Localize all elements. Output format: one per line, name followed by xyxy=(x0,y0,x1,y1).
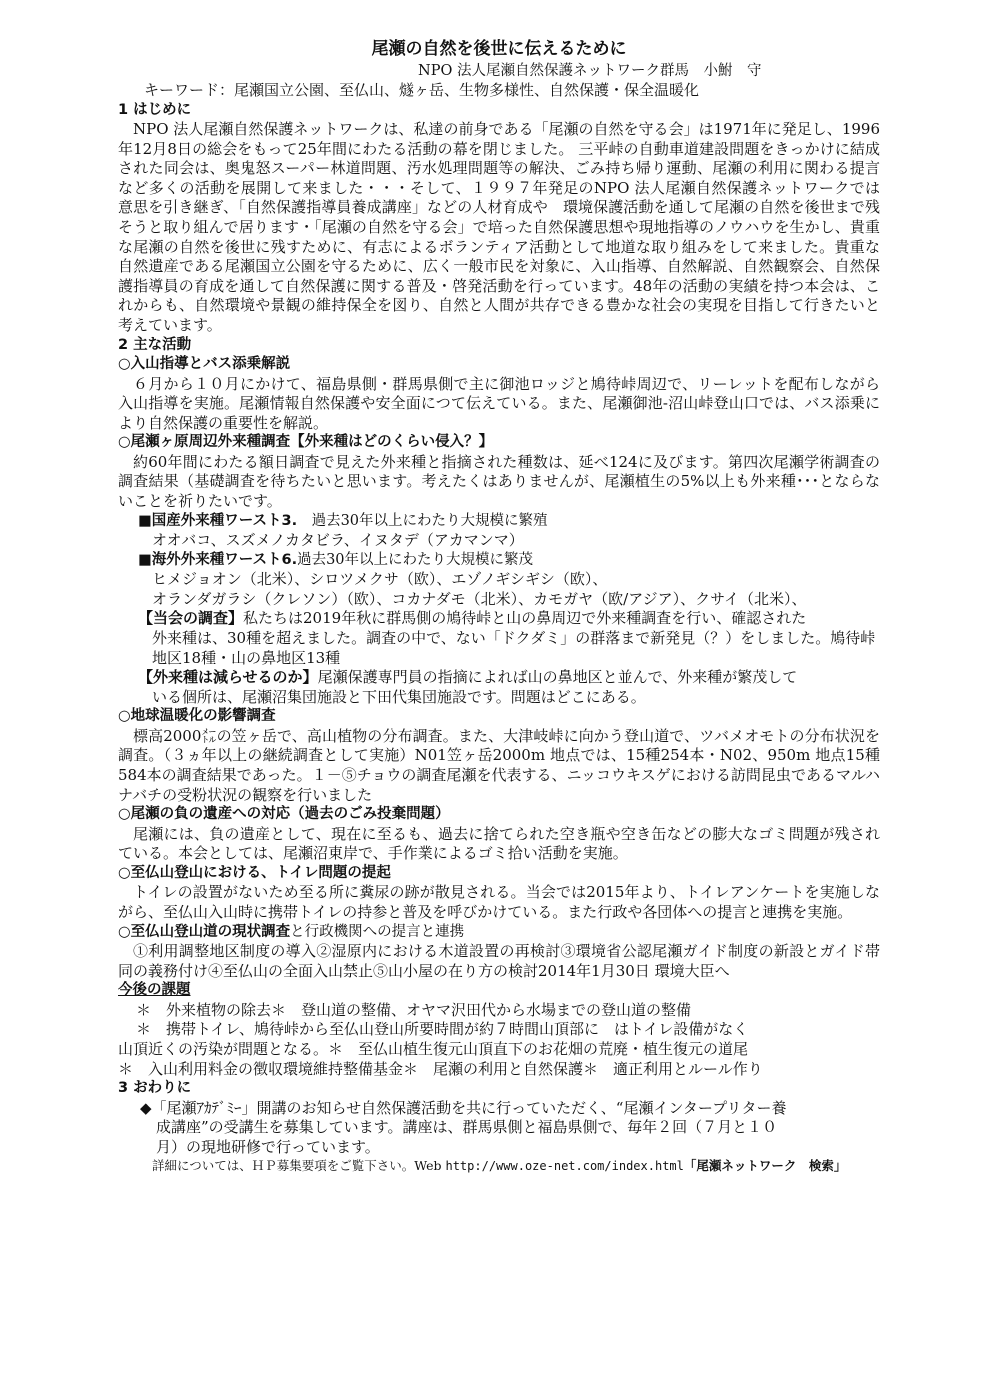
domestic-worst-note: 過去30年以上にわたり大規模に繁殖 xyxy=(297,512,548,529)
intro-paragraph: NPO 法人尾瀬自然保護ネットワークは、私達の前身である「尾瀬の自然を守る会」は1971年に発足し、1996年12月8日の総会をもって25年間にわたる活動の幕を閉じました。 三平峠の自動車道建設問題をきっかけに結成された同会は、奥鬼怒スーパー林道問題、汚水処理問題等の解決、ごみ持ち帰り運動、尾瀬の利用に関わる提言など多くの活動を展開して来ました・・・そして、１９９７年発足のNPO 法人尾瀬自然保護ネットワークでは 意思を引き継ぎ、「自然保護指導員養成講座」などの人材育成や 環境保護活動を通して尾瀬の自然を後世まで残そうと取り組んで居ります・「尾瀬の自然を守る会」で培った自然保護思想や現地指導のノウハウを生かし、貴重な尾瀬の自然を後世に残すために、有志によるボランティア活動として地道な取り組みをして来ました。貴重な自然遺産である尾瀬国立公園を守るために、広く一般市民を対象に、入山指導、自然解説、自然観察会、自然保護指導員の育成を通して自然保護に関する普及・啓発活動を行っています。48年の活動の実績を持つ本会は、これからも、自然環境や景観の維持保全を図り、自然と人間が共存できる豊かな社会の実現を目指して行きたいと考えています。 xyxy=(118,120,896,334)
reduce-alien-lead: 【外来種は減らせるのか】 xyxy=(138,668,318,687)
subheading-warming: ○地球温暖化の影響調査 xyxy=(118,708,276,725)
footer-url[interactable]: http://www.oze-net.com/index.html xyxy=(445,1159,684,1174)
domestic-worst-label: ■国産外来種ワースト3. xyxy=(138,512,298,529)
future-task-line-1: ＊ 外来植物の除去＊ 登山道の整備、オヤマ沢田代から水場までの登山道の整備 xyxy=(136,1000,692,1019)
footer-text: 詳細については、ＨＰ募集要項をご覧下さい。Web xyxy=(152,1158,442,1174)
reduce-alien-text: 尾瀬保護専門員の指摘によれば山の鼻地区と並んで、外来種が繁茂して xyxy=(317,668,798,687)
negative-legacy-paragraph: 尾瀬には、負の遺産として、現在に至るも、過去に捨てられた空き瓶や空き缶などの膨大なゴミ問題が残されている。本会としては、尾瀬沼東岸で、手作業によるゴミ拾い活動を実施。 xyxy=(118,824,880,863)
overseas-worst-note: 過去30年以上にわたり大規模に繁茂 xyxy=(297,551,534,568)
future-task-line-2: ＊ 携帯トイレ、鳩待峠から至仏山登山所要時間が約７時間山頂部に はトイレ設備がなく xyxy=(136,1020,749,1039)
toilet-issue-paragraph: トイレの設置がないため至る所に糞尿の跡が散見される。当会では2015年より、トイレアンケートを実施しながら、至仏山入山時に携帯トイレの持参と普及を呼びかけている。また行政や各団体への提言と連携を実施。 xyxy=(118,883,880,921)
subheading-future-tasks: 今後の課題 xyxy=(118,982,191,999)
overseas-worst-label: ■海外外来種ワースト6. xyxy=(138,551,298,568)
conclusion-line-1: ◆「尾瀬ｱｶﾃﾞﾐｰ」開講のお知らせ自然保護活動を共に行っていただく、“尾瀬インタープリター養 xyxy=(140,1098,787,1117)
document-title: 尾瀬の自然を後世に伝えるために xyxy=(371,39,627,59)
conclusion-line-2: 成講座”の受講生を募集しています。講座は、群馬県側と福島県側で、毎年２回（７月と１０ xyxy=(156,1118,778,1137)
our-survey-line xyxy=(118,609,880,629)
footer-note xyxy=(118,1157,880,1175)
overseas-worst-list-2: オランダガラシ（クレソン）（欧）、コカナダモ（北米）、カモガヤ（欧/アジア）、クサイ（北米）、 xyxy=(152,589,807,608)
warming-paragraph: 標高2000㍍の笠ヶ岳で、高山植物の分布調査。また、大津岐峠に向かう登山道で、ツバメオモトの分布状況を調査。（３ヵ年以上の継続調査として実施）N01笠ヶ岳2000m 地点では、15種254本・N02、950m 地点15種584本の調査結果であった。１－⑤チョウの調査尾瀬を代表する、ニッコウキスゲにおける訪問昆虫であるマルハナバチの受粉状況の観察を行いました xyxy=(118,726,880,804)
domestic-worst-heading xyxy=(118,512,880,532)
footer-search: 「尾瀬ネットワーク 検索」 xyxy=(683,1158,847,1174)
subheading-alien-species: ○尾瀬ヶ原周辺外来種調査【外来種はどのくらい侵入？】 xyxy=(118,434,494,451)
trail-survey-plain: と行政機関への提言と連携 xyxy=(290,923,465,940)
reduce-alien-line xyxy=(118,668,880,688)
section-heading-activities: 2 主な活動 xyxy=(118,336,192,353)
author-line: NPO 法人尾瀬自然保護ネットワーク群馬 小鮒 守 xyxy=(418,63,762,79)
alien-species-paragraph: 約60年間にわたる額日調査で見えた外来種と指摘された種数は、延べ124に及びます。第四次尾瀬学術調査の調査結果（基礎調査を待ちたいと思います。考えたくはありませんが、尾瀬植生の5%以上も外来種･･･とならないことを祈りたいです。 xyxy=(118,452,880,510)
subheading-negative-legacy: ○尾瀬の負の遺産への対応（過去のごみ投棄問題） xyxy=(118,806,450,823)
future-task-line-4: ＊ 入山利用料金の徴収環境維持整備基金＊ 尾瀬の利用と自然保護＊ 適正利用とルール作り xyxy=(118,1059,763,1078)
section-heading-intro: 1 はじめに xyxy=(118,101,192,118)
our-survey-lead: 【当会の調査】 xyxy=(138,609,244,628)
our-survey-text: 私たちは2019年秋に群馬側の鳩待峠と山の鼻周辺で外来種調査を行い、確認された xyxy=(243,609,807,628)
subheading-trail-survey xyxy=(118,923,880,943)
conclusion-line-3: 月）の現地研修で行っています。 xyxy=(156,1137,380,1156)
reduce-alien-continuation: いる個所は、尾瀬沼集団施設と下田代集団施設です。問題はどこにある。 xyxy=(152,687,646,706)
subheading-guidance: ○入山指導とバス添乗解説 xyxy=(118,356,291,373)
trail-survey-paragraph: ①利用調整地区制度の導入②湿原内における木道設置の再検討③環境省公認尾瀬ガイド制度の新設とガイド帯同の義務付け④至仏山の全面入山禁止⑤山小屋の在り方の検討2014年1月30日 環境大臣へ xyxy=(118,942,880,980)
trail-survey-bold: ○至仏山登山道の現状調査 xyxy=(118,923,291,940)
our-survey-continuation: 外来種は、30種を超えました。調査の中で、ない「ドクダミ」の群落まで新発見（？）をしました。鳩待峠地区18種・山の鼻地区13種 xyxy=(152,628,876,667)
future-task-line-3: 山頂近くの汚染が問題となる。＊ 至仏山植生復元山頂直下のお花畑の荒廃・植生復元の道尾 xyxy=(118,1039,749,1058)
section-heading-conclusion: 3 おわりに xyxy=(118,1080,192,1097)
keywords-line: キーワード：尾瀬国立公園、至仏山、燧ヶ岳、生物多様性、自然保護・保全温暖化 xyxy=(144,81,700,99)
overseas-worst-heading xyxy=(118,551,880,571)
domestic-worst-list: オオバコ、スズメノカタビラ、イヌタデ（アカマンマ） xyxy=(152,531,524,550)
guidance-paragraph: ６月から１０月にかけて、福島県側・群馬県側で主に御池ロッジと鳩待峠周辺で、リーレットを配布しながら入山指導を実施。尾瀬情報自然保護や安全面につて伝えている。また、尾瀬御池-沼山峠登山口では、バス添乗により自然保護の重要性を解説。 xyxy=(118,374,880,432)
overseas-worst-list-1: ヒメジョオン（北米）、シロツメクサ（欧）、エゾノギシギシ（欧）、 xyxy=(152,570,608,589)
subheading-toilet-issue: ○至仏山登山における、トイレ問題の提起 xyxy=(118,864,391,881)
